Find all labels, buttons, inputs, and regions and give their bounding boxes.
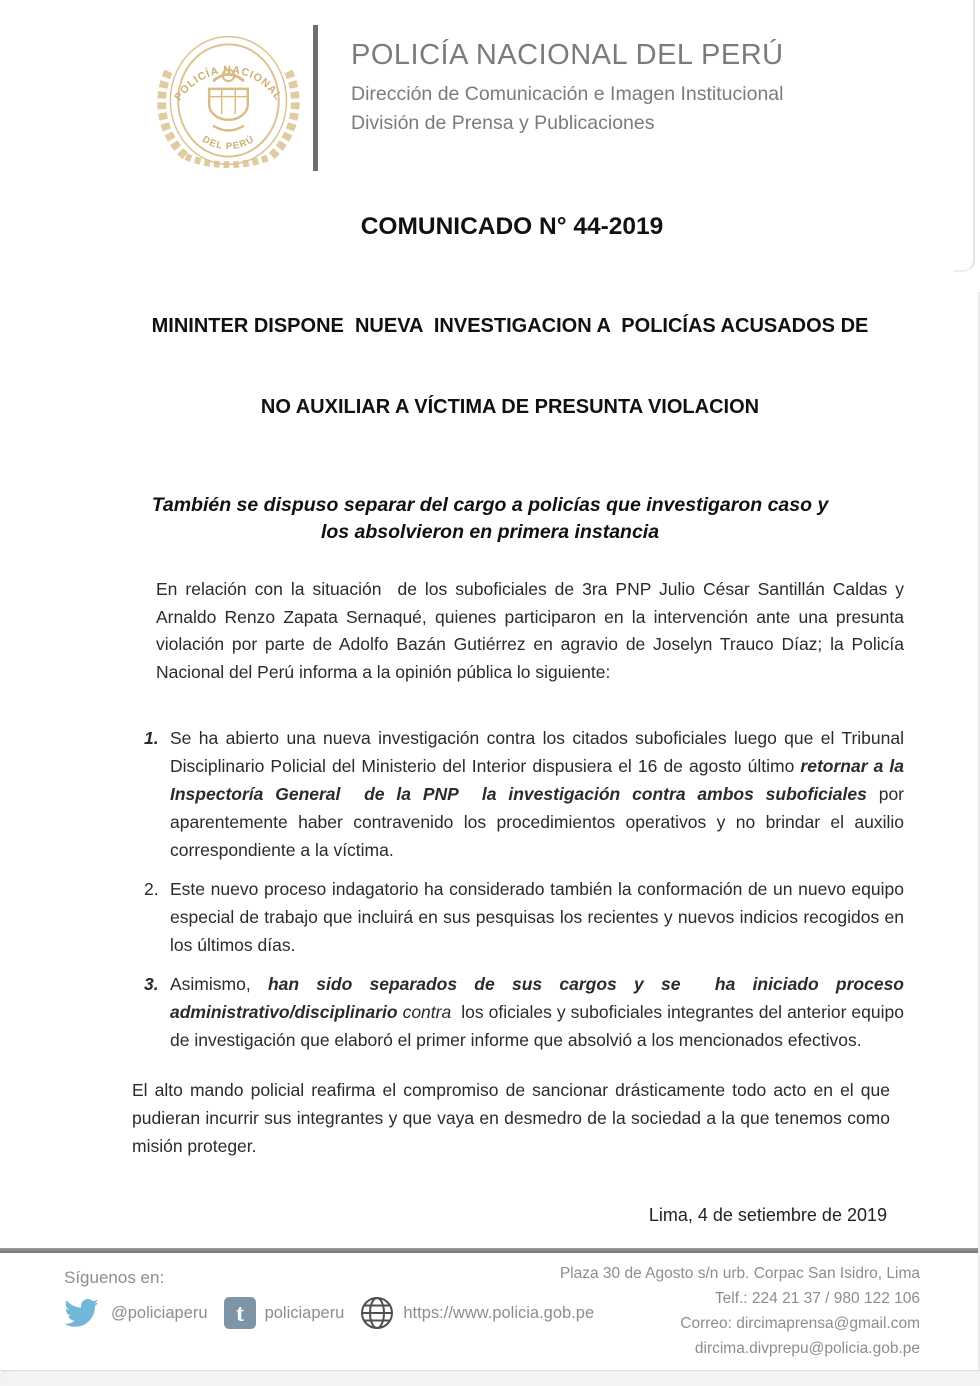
- page-bottom-corner: [0, 1370, 14, 1385]
- contact-block: [560, 1261, 920, 1361]
- crest-ring-text-top: POLICÍA NACIONAL: [172, 63, 285, 103]
- contact-email-2[interactable]: dircima.divprepu@policia.gob.pe: [694, 1340, 920, 1357]
- page-bottom-strip: [0, 1370, 980, 1386]
- communique-item: [144, 724, 909, 864]
- social-links-row: [60, 1295, 594, 1331]
- item-text-run: Asimismo,: [170, 974, 268, 994]
- communique-title: COMUNICADO N° 44-2019: [360, 213, 664, 240]
- communique-item: [144, 875, 909, 959]
- header-vertical-divider: [313, 25, 318, 171]
- intro-paragraph: En relación con la situación de los suboficiales de 3ra PNP Julio César Santillán Caldas y Arnaldo Renzo Zapata Sernaqué, quienes participaron en la intervención ante una presunta violación por parte de Adolfo Bazán Gutiérrez en agravio de Joselyn Trauco Díaz; la Policía Nacional del Perú informa a la opinión pública lo siguiente:: [156, 579, 909, 682]
- crest-ring-text-bottom: DEL PERÚ: [200, 133, 257, 153]
- communique-item-list: [144, 724, 909, 1054]
- org-subtitle-1: Dirección de Comunicación e Imagen Institucional: [351, 83, 784, 105]
- contact-phone: Telf.: 224 21 37 / 980 122 106: [714, 1290, 920, 1307]
- contact-address: Plaza 30 de Agosto s/n urb. Corpac San Isidro, Lima: [559, 1265, 920, 1282]
- item-text-run: Este nuevo proceso indagatorio ha considerado también la conformación de un nuevo equipo especial de trabajo que incluirá en sus pesquisas los recientes y nuevos indicios recogidos en los últimos días.: [170, 879, 909, 955]
- item-number: 1.: [144, 728, 159, 748]
- globe-icon: [360, 1296, 394, 1330]
- dateline: Lima, 4 de setiembre de 2019: [648, 1205, 887, 1225]
- tumblr-icon[interactable]: [224, 1297, 256, 1329]
- svg-text:DEL PERÚ: [200, 133, 256, 152]
- twitter-icon[interactable]: [60, 1295, 102, 1331]
- pnp-crest-icon: [145, 25, 310, 175]
- card-edge-top-right: [953, 0, 975, 272]
- item-text-run: contra: [397, 1002, 457, 1022]
- item-number: 3.: [144, 974, 159, 994]
- tumblr-handle[interactable]: policiaperu: [264, 1303, 345, 1322]
- communique-item: [144, 970, 909, 1054]
- item-number: 2.: [144, 879, 159, 899]
- org-title: POLICÍA NACIONAL DEL PERÚ: [351, 39, 784, 71]
- website-url[interactable]: https://www.policia.gob.pe: [403, 1303, 595, 1322]
- contact-email-1[interactable]: Correo: dircimaprensa@gmail.com: [680, 1315, 920, 1332]
- closing-paragraph: El alto mando policial reafirma el compromiso de sancionar drásticamente todo acto en el que pudieran incurrir sus integrantes y que vaya en desmedro de la sociedad a la que tenemos como misión proteger.: [132, 1080, 895, 1156]
- communique-headline: [110, 259, 910, 475]
- item-text-run: han sido separados de sus cargos y se ha iniciado proceso administrativo/disciplinario: [170, 974, 909, 1022]
- document-footer: [0, 1253, 980, 1370]
- follow-us-label: Síguenos en:: [64, 1268, 165, 1287]
- twitter-handle[interactable]: @policiaperu: [111, 1303, 208, 1322]
- item-text-run: Se ha abierto una nueva investigación contra los citados suboficiales luego que el Tribunal Disciplinario Policial del Ministerio del Interior dispusiera el 16 de agosto último: [170, 728, 909, 776]
- svg-text:t: t: [235, 1301, 244, 1327]
- org-identity: [351, 25, 784, 138]
- communique-subheadline: También se dispuso separar del cargo a policías que investigaron caso y los absolvieron en primera instancia: [151, 494, 834, 543]
- document-header: [145, 0, 980, 177]
- item-text-run: retornar a la Inspectoría General de la PNP la investigación contra ambos suboficiales: [170, 756, 909, 804]
- headline-line-2: NO AUXILIAR A VÍCTIMA DE PRESUNTA VIOLACION: [260, 396, 760, 418]
- item-text-run: por aparentemente haber contravenido los procedimientos operativos y no brindar el auxilio correspondiente a la víctima.: [170, 784, 909, 860]
- item-text-run: los oficiales y suboficiales integrantes del anterior equipo de investigación que elaboró el primer informe que absolvió a los mencionados efectivos.: [170, 1002, 909, 1050]
- headline-line-1: MININTER DISPONE NUEVA INVESTIGACION A POLICÍAS ACUSADOS DE: [151, 315, 869, 337]
- org-subtitle-2: División de Prensa y Publicaciones: [351, 112, 655, 134]
